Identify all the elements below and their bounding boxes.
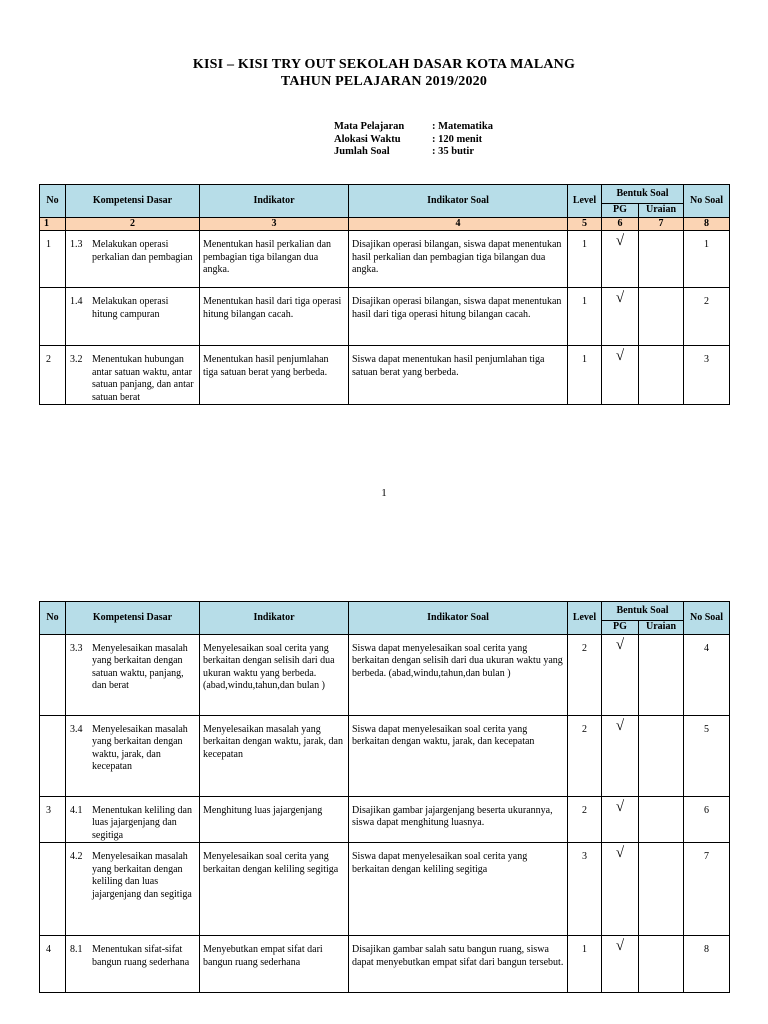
- kompetensi-dasar-cell: [66, 796, 200, 843]
- header-level: Level: [568, 602, 602, 635]
- header-indikator-soal: Indikator Soal: [349, 185, 568, 218]
- table-row: [40, 843, 730, 936]
- uraian-cell: [639, 634, 684, 715]
- meta-block: [334, 121, 493, 159]
- kompetensi-dasar-cell: [66, 288, 200, 346]
- row-number: [40, 288, 66, 346]
- document-subtitle: TAHUN PELAJARAN 2019/2020: [280, 74, 488, 89]
- document-title: KISI – KISI TRY OUT SEKOLAH DASAR KOTA MALANG: [192, 57, 576, 72]
- header-no: No: [40, 602, 66, 635]
- kisi-table-page-2: [39, 601, 730, 993]
- pg-checkmark: √: [602, 231, 639, 288]
- level-cell: 1: [568, 288, 602, 346]
- header-uraian: Uraian: [639, 204, 684, 218]
- uraian-cell: [639, 231, 684, 288]
- page-number: 1: [381, 487, 387, 499]
- kompetensi-dasar-cell: [66, 843, 200, 936]
- table-row: [40, 796, 730, 843]
- indikator-soal-cell: Siswa dapat menentukan hasil penjumlahan tiga satuan berat yang berbeda.: [349, 346, 568, 405]
- kisi-table-page-1: [39, 184, 730, 405]
- kd-text: Menentukan keliling dan luas jajargenjang dan segitiga: [92, 804, 192, 841]
- table-row: [40, 231, 730, 288]
- kd-code: 3.4: [70, 723, 83, 735]
- uraian-cell: [639, 346, 684, 405]
- indikator-soal-cell: Siswa dapat menyelesaikan soal cerita yang berkaitan dengan selisih dari dua ukuran waktu yang berbeda. (abad,windu,tahun,dan bulan ): [349, 634, 568, 715]
- indikator-soal-cell: Disajikan operasi bilangan, siswa dapat menentukan hasil perkalian dan pembagian tiga bilangan dua angka.: [349, 231, 568, 288]
- level-cell: 2: [568, 715, 602, 796]
- level-cell: 1: [568, 346, 602, 405]
- row-number: 1: [40, 231, 66, 288]
- pg-checkmark: √: [602, 715, 639, 796]
- indikator-cell: Menyelesaikan masalah yang berkaitan dengan waktu, jarak, dan kecepatan: [200, 715, 349, 796]
- table-row: [40, 936, 730, 993]
- meta-duration: Alokasi Waktu : 120 menit: [334, 133, 483, 145]
- no-soal-cell: 7: [684, 843, 730, 936]
- kd-code: 1.4: [70, 296, 83, 307]
- indikator-cell: Menyebutkan empat sifat dari bangun ruang sederhana: [200, 936, 349, 993]
- level-cell: 2: [568, 796, 602, 843]
- kd-text: Menyelesaikan masalah yang berkaitan dengan waktu, jarak, dan kecepatan: [92, 723, 188, 772]
- no-soal-cell: 5: [684, 715, 730, 796]
- no-soal-cell: 3: [684, 346, 730, 405]
- uraian-cell: [639, 796, 684, 843]
- header-level: Level: [568, 185, 602, 218]
- uraian-cell: [639, 843, 684, 936]
- pg-checkmark: √: [602, 936, 639, 993]
- pg-checkmark: √: [602, 796, 639, 843]
- kd-text: Menentukan sifat-sifat bangun ruang sederhana: [92, 944, 190, 968]
- kd-text: Melakukan operasi perkalian dan pembagian: [92, 239, 193, 263]
- kd-text: Menyelesaikan masalah yang berkaitan dengan keliling dan luas jajargenjang dan segitiga: [92, 851, 192, 900]
- level-cell: 2: [568, 634, 602, 715]
- level-cell: 3: [568, 843, 602, 936]
- kd-text: Menyelesaikan masalah yang berkaitan dengan satuan waktu, panjang, dan berat: [92, 642, 188, 691]
- pg-checkmark: √: [602, 634, 639, 715]
- header-no: No: [40, 185, 66, 218]
- indikator-soal-cell: Disajikan gambar salah satu bangun ruang, siswa dapat menyebutkan empat sifat dari bangun tersebut.: [349, 936, 568, 993]
- indikator-cell: Menghitung luas jajargenjang: [200, 796, 349, 843]
- indikator-cell: Menentukan hasil penjumlahan tiga satuan berat yang berbeda.: [200, 346, 349, 405]
- column-number-row: 1 2 3 4 5 6 7 8: [40, 217, 730, 231]
- pg-checkmark: √: [602, 843, 639, 936]
- indikator-soal-cell: Siswa dapat menyelesaikan soal cerita yang berkaitan dengan keliling segitiga: [349, 843, 568, 936]
- header-kompetensi-dasar: Kompetensi Dasar: [66, 185, 200, 218]
- row-number: 3: [40, 796, 66, 843]
- row-number: 4: [40, 936, 66, 993]
- kd-code: 8.1: [70, 944, 83, 955]
- level-cell: 1: [568, 231, 602, 288]
- kd-text: Melakukan operasi hitung campuran: [92, 296, 169, 320]
- indikator-cell: Menentukan hasil perkalian dan pembagian tiga bilangan dua angka.: [200, 231, 349, 288]
- header-uraian: Uraian: [639, 621, 684, 635]
- kompetensi-dasar-cell: [66, 634, 200, 715]
- kd-code: 4.2: [70, 851, 83, 862]
- kompetensi-dasar-cell: [66, 936, 200, 993]
- header-bentuk-soal: Bentuk Soal: [602, 185, 684, 204]
- indikator-cell: Menyelesaikan soal cerita yang berkaitan dengan keliling segitiga: [200, 843, 349, 936]
- kd-code: 3.2: [70, 354, 83, 365]
- header-pg: PG: [602, 204, 639, 218]
- meta-question-count: Jumlah Soal : 35 butir: [334, 146, 474, 157]
- header-pg: PG: [602, 621, 639, 635]
- indikator-soal-cell: Disajikan operasi bilangan, siswa dapat menentukan hasil dari tiga operasi hitung bilangan cacah.: [349, 288, 568, 346]
- row-number: 2: [40, 346, 66, 405]
- header-bentuk-soal: Bentuk Soal: [602, 602, 684, 621]
- row-number: [40, 843, 66, 936]
- indikator-cell: Menyelesaikan soal cerita yang berkaitan dengan selisih dari dua ukuran waktu yang berbeda. (abad,windu,tahun,dan bulan ): [200, 634, 349, 715]
- level-cell: 1: [568, 936, 602, 993]
- pg-checkmark: √: [602, 288, 639, 346]
- indikator-soal-cell: Disajikan gambar jajargenjang beserta ukurannya, siswa dapat menghitung luasnya.: [349, 796, 568, 843]
- header-no-soal: No Soal: [684, 185, 730, 218]
- table-row: [40, 346, 730, 405]
- no-soal-cell: 4: [684, 634, 730, 715]
- indikator-cell: Menentukan hasil dari tiga operasi hitung bilangan cacah.: [200, 288, 349, 346]
- no-soal-cell: 6: [684, 796, 730, 843]
- kd-text: Menentukan hubungan antar satuan waktu, antar satuan panjang, dan antar satuan berat: [92, 354, 194, 403]
- kd-code: 1.3: [70, 239, 83, 250]
- uraian-cell: [639, 715, 684, 796]
- table-row: [40, 288, 730, 346]
- table-row: [40, 634, 730, 715]
- kompetensi-dasar-cell: [66, 346, 200, 405]
- header-indikator: Indikator: [200, 185, 349, 218]
- kompetensi-dasar-cell: [66, 231, 200, 288]
- meta-subject: Mata Pelajaran : Matematika: [334, 121, 493, 132]
- header-kompetensi-dasar: Kompetensi Dasar: [66, 602, 200, 635]
- header-indikator: Indikator: [200, 602, 349, 635]
- header-indikator-soal: Indikator Soal: [349, 602, 568, 635]
- row-number: [40, 715, 66, 796]
- kompetensi-dasar-cell: [66, 715, 200, 796]
- uraian-cell: [639, 288, 684, 346]
- header-no-soal: No Soal: [684, 602, 730, 635]
- uraian-cell: [639, 936, 684, 993]
- no-soal-cell: 8: [684, 936, 730, 993]
- indikator-soal-cell: Siswa dapat menyelesaikan soal cerita yang berkaitan dengan waktu, jarak, dan kecepatan: [349, 715, 568, 796]
- row-number: [40, 634, 66, 715]
- no-soal-cell: 1: [684, 231, 730, 288]
- kd-code: 3.3: [70, 642, 83, 654]
- pg-checkmark: √: [602, 346, 639, 405]
- table-row: [40, 715, 730, 796]
- no-soal-cell: 2: [684, 288, 730, 346]
- kd-code: 4.1: [70, 804, 83, 816]
